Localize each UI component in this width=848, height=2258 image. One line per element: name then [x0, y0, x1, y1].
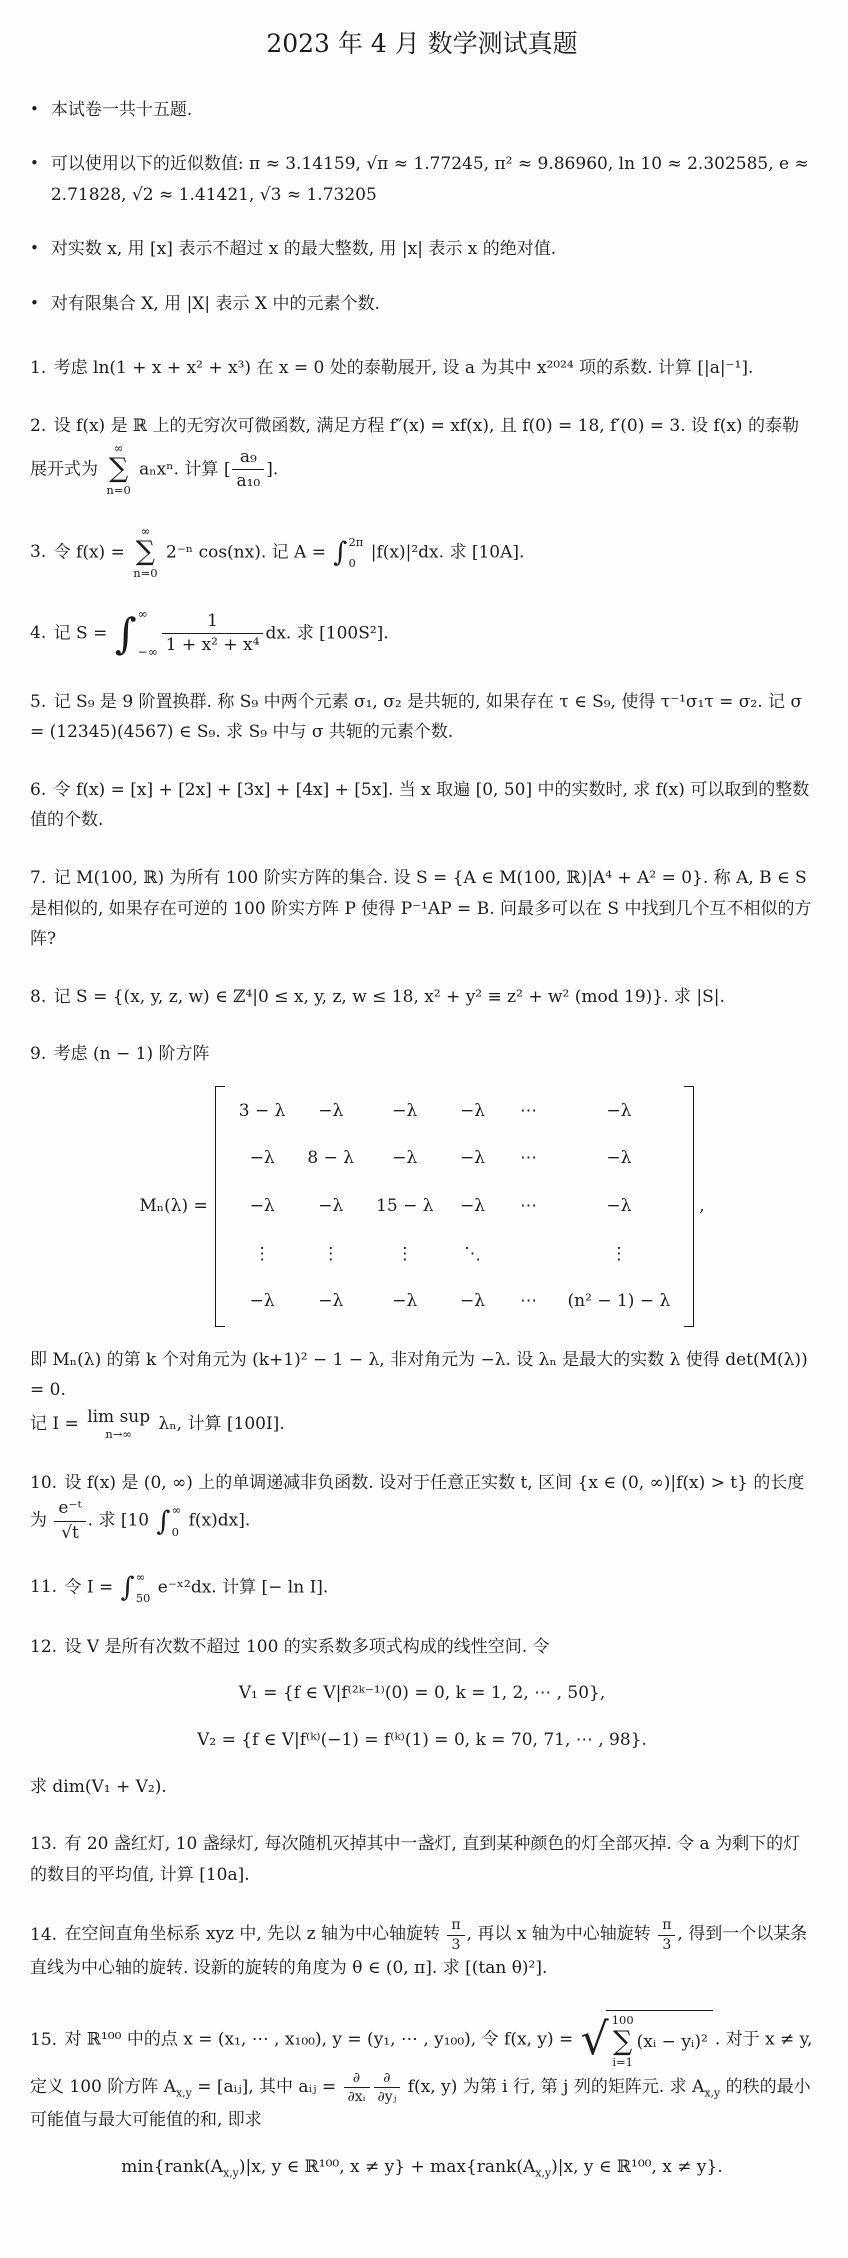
- question-15: [30, 2010, 814, 2182]
- fraction-numerator: π: [658, 1917, 675, 1935]
- question-text: 记 S =: [53, 623, 108, 644]
- question-number: 10.: [30, 1472, 58, 1493]
- page-title: 2023 年 4 月 数学测试真题: [266, 29, 578, 58]
- question-text: 在空间直角坐标系 xyz 中, 先以 z 轴为中心轴旋转: [64, 1924, 440, 1945]
- fraction: [658, 1917, 675, 1952]
- question-text: 对 ℝ¹⁰⁰ 中的点 x = (x₁, ⋯ , x₁₀₀), y = (y₁, ⋯ , y₁₀₀), 令 f(x, y) =: [64, 2029, 574, 2050]
- matrix-cell: 15 − λ: [376, 1196, 434, 1217]
- question-text: , 得到一个以某条直线为中心轴的旋转. 设新的旋转的角度为 θ ∈ (0, π]. 求 [(tan θ)²].: [30, 1924, 808, 1978]
- question-text: 求 dim(V₁ + V₂).: [30, 1776, 167, 1797]
- question-number: 8.: [30, 986, 47, 1007]
- question-number: 2.: [30, 416, 47, 437]
- question-text: |f(x)|²dx. 求 [10A].: [370, 542, 525, 563]
- question-9: [30, 1039, 814, 1441]
- note-item-approximations: [30, 149, 814, 210]
- fraction: [447, 1917, 464, 1952]
- notes-section: [30, 95, 814, 320]
- matrix-cell: −λ: [249, 1196, 275, 1217]
- question-text: 2⁻ⁿ cos(nx). 记 A =: [166, 542, 326, 563]
- matrix-cell: ⋯: [520, 1100, 538, 1121]
- fraction: [162, 611, 264, 657]
- matrix-cell: −λ: [249, 1291, 275, 1312]
- matrix-cell: ⋮: [610, 1243, 628, 1264]
- fraction-numerator: a₉: [232, 447, 264, 470]
- partial-fraction: [344, 2070, 370, 2105]
- integral-limits: [348, 536, 363, 570]
- bullet-icon: •: [30, 154, 39, 173]
- matrix-cell: 3 − λ: [238, 1100, 286, 1121]
- question-text: , 再以 x 轴为中心轴旋转: [466, 1924, 651, 1945]
- question-text: 的秩的最小可能值与最大可能值的和, 即求: [30, 2077, 811, 2131]
- fraction: [54, 1498, 85, 1544]
- question-text: 有 20 盏红灯, 10 盏绿灯, 每次随机灭掉其中一盏灯, 直到某种颜色的灯全部灭掉. 令 a 为剩下的灯的数目的平均值, 计算 [10a].: [30, 1834, 801, 1885]
- note-text: 可以使用以下的近似数值: π ≈ 3.14159, √π ≈ 1.77245, π² ≈ 9.86960, ln 10 ≈ 2.302585, e ≈ 2.71828, √2 ≈ 1.41421, √3 ≈ 1.73205: [50, 154, 809, 205]
- question-text: = [aᵢⱼ], 其中 aᵢⱼ =: [197, 2077, 337, 2098]
- display-equation-v1: V₁ = {f ∈ V|f⁽²ᵏ⁻¹⁾(0) = 0, k = 1, 2, ⋯ , 50},: [238, 1683, 606, 1704]
- question-number: 1.: [30, 358, 47, 379]
- sigma-icon: ∑: [108, 453, 129, 485]
- matrix-cell: ⋱: [464, 1243, 482, 1264]
- partial-fraction: [374, 2070, 401, 2105]
- question-14: [30, 1917, 814, 1983]
- sum-lower-limit: n=0: [133, 565, 158, 580]
- matrix-label: Mₙ(λ) =: [139, 1196, 208, 1217]
- question-number: 15.: [30, 2029, 58, 2050]
- question-text: f(x, y) 为第 i 行, 第 j 列的矩阵元. 求 A: [407, 2077, 705, 2098]
- note-text: 对实数 x, 用 [x] 表示不超过 x 的最大整数, 用 |x| 表示 x 的绝对值.: [50, 239, 557, 260]
- bullet-icon: •: [30, 293, 39, 312]
- question-text: 设 V 是所有次数不超过 100 的实系数多项式构成的线性空间. 令: [64, 1636, 550, 1657]
- note-item-floor-abs: [30, 234, 814, 265]
- question-10: [30, 1468, 814, 1544]
- matrix-cell: −λ: [392, 1148, 418, 1169]
- integral-operator: [121, 1571, 151, 1605]
- matrix-cell: −λ: [249, 1148, 275, 1169]
- question-7: [30, 863, 814, 955]
- note-text: 对有限集合 X, 用 |X| 表示 X 中的元素个数.: [50, 293, 380, 314]
- question-text: ].: [266, 459, 279, 480]
- subscript-xy: x,y: [535, 2166, 552, 2180]
- note-item-count: [30, 95, 814, 126]
- question-3: [30, 525, 814, 581]
- integral-upper-limit: 2π: [348, 534, 364, 549]
- question-number: 4.: [30, 623, 47, 644]
- question-number: 5.: [30, 691, 47, 712]
- subscript-xy: x,y: [222, 2166, 239, 2180]
- question-number: 6.: [30, 779, 47, 800]
- integral-limits: [172, 1504, 182, 1538]
- note-text: 本试卷一共十五题.: [50, 99, 193, 120]
- question-text: aₙxⁿ. 计算 [: [139, 459, 231, 480]
- question-11: [30, 1571, 814, 1605]
- fraction-numerator: π: [447, 1917, 464, 1935]
- limsup-lower-limit: n→∞: [105, 1426, 132, 1441]
- fraction-denominator: a₁₀: [236, 471, 261, 492]
- matrix-cell: −λ: [606, 1196, 632, 1217]
- fraction-numerator: ∂: [374, 2070, 401, 2088]
- question-text: 记 S = {(x, y, z, w) ∈ ℤ⁴|0 ≤ x, y, z, w ≤ 18, x² + y² ≡ z² + w² (mod 19)}. 求 |S|.: [53, 986, 725, 1007]
- question-text: . 求 [10: [87, 1510, 150, 1531]
- fraction-numerator: 1: [162, 611, 264, 634]
- sum-operator: [106, 442, 130, 498]
- right-bracket: [684, 1086, 694, 1327]
- trailing-comma: ,: [699, 1196, 705, 1217]
- question-text: 记 S₉ 是 9 阶置换群. 称 S₉ 中两个元素 σ₁, σ₂ 是共轭的, 如果存在 τ ∈ S₉, 使得 τ⁻¹σ₁τ = σ₂. 记 σ = (12345)(4567) ∈ S₉. 求 S₉ 中与 σ 共轭的元素个数.: [30, 691, 803, 743]
- question-text: 令 I =: [64, 1577, 114, 1598]
- bullet-icon: •: [30, 239, 39, 258]
- limsup-operator: [87, 1408, 150, 1441]
- integral-upper-limit: ∞: [137, 606, 148, 621]
- integral-lower-limit: 50: [135, 1591, 151, 1606]
- question-number: 9.: [30, 1044, 47, 1065]
- question-6: [30, 775, 814, 836]
- matrix-cell: −λ: [606, 1148, 632, 1169]
- radicand-text: (xᵢ − yᵢ)²: [636, 2031, 708, 2052]
- question-4: [30, 608, 814, 660]
- question-text: 设 f(x) 是 (0, ∞) 上的单调递减非负函数. 设对于任意正实数 t, 区间 {x ∈ (0, ∞)|f(x) > t} 的长度为: [30, 1472, 805, 1531]
- question-number: 3.: [30, 542, 47, 563]
- fraction-numerator: ∂: [344, 2070, 370, 2088]
- subscript-xy: x,y: [704, 2086, 721, 2100]
- sum-operator: [133, 525, 157, 581]
- matrix-cell: −λ: [392, 1100, 418, 1121]
- display-equation-rank: [30, 2152, 814, 2183]
- equation-text: min{rank(A: [121, 2156, 223, 2177]
- question-text: 即 Mₙ(λ) 的第 k 个对角元为 (k+1)² − 1 − λ, 非对角元为 −λ. 设 λₙ 是最大的实数 λ 使得 det(M(λ)) = 0.: [30, 1349, 808, 1401]
- radical-icon: √: [580, 2014, 609, 2066]
- question-text: 设 f(x) 是 ℝ 上的无穷次可微函数, 满足方程 f″(x) = xf(x), 且 f(0) = 18, f′(0) = 3. 设 f(x) 的泰勒展开式为: [30, 416, 799, 480]
- integral-operator: [333, 536, 363, 570]
- matrix-cell: (n² − 1) − λ: [567, 1291, 671, 1312]
- fraction-denominator: 3: [451, 1936, 461, 1953]
- question-number: 7.: [30, 867, 47, 888]
- integral-operator: [157, 1504, 182, 1538]
- question-text: 令 f(x) =: [53, 542, 125, 563]
- integral-icon: ∫: [120, 1572, 135, 1604]
- question-13: [30, 1829, 814, 1890]
- matrix-cell: −λ: [318, 1196, 344, 1217]
- square-root: [581, 2010, 713, 2070]
- fraction-denominator: √t: [61, 1522, 79, 1543]
- question-2: [30, 411, 814, 498]
- question-1: [30, 353, 814, 384]
- matrix-cell: −λ: [460, 1100, 486, 1121]
- integral-icon: ∫: [114, 608, 137, 658]
- matrix-cell: −λ: [318, 1291, 344, 1312]
- matrix-cell: 8 − λ: [307, 1148, 355, 1169]
- matrix-cell: −λ: [460, 1148, 486, 1169]
- sum-upper-limit: 100: [611, 2013, 634, 2028]
- bullet-icon: •: [30, 99, 39, 118]
- integral-upper-limit: ∞: [171, 1503, 182, 1518]
- matrix-cell: ⋯: [520, 1291, 538, 1312]
- sum-operator: [612, 2014, 634, 2070]
- fraction: [232, 447, 264, 493]
- limsup-label: lim sup: [87, 1407, 151, 1428]
- integral-icon: ∫: [333, 537, 348, 569]
- sigma-icon: ∑: [613, 2026, 633, 2058]
- fraction-denominator: ∂xᵢ: [347, 2089, 366, 2106]
- question-number: 14.: [30, 1924, 58, 1945]
- radicand: [606, 2010, 713, 2070]
- subscript-xy: x,y: [175, 2086, 192, 2100]
- question-8: [30, 982, 814, 1013]
- sigma-icon: ∑: [135, 536, 156, 568]
- sum-lower-limit: i=1: [612, 2055, 633, 2070]
- fraction-denominator: 3: [662, 1936, 672, 1953]
- question-text-line: [30, 1408, 814, 1441]
- question-text: 记 M(100, ℝ) 为所有 100 阶实方阵的集合. 设 S = {A ∈ M(100, ℝ)|A⁴ + A² = 0}. 称 A, B ∈ S 是相似的, 如果存在可逆的 100 阶实方阵 P 使得 P⁻¹AP = B. 问最多可以在 S 中找到几个互不相似的方阵?: [30, 867, 812, 950]
- matrix-cell: −λ: [460, 1291, 486, 1312]
- fraction-denominator: ∂yⱼ: [377, 2089, 397, 2106]
- question-text: 令 f(x) = [x] + [2x] + [3x] + [4x] + [5x]. 当 x 取遍 [0, 50] 中的实数时, 求 f(x) 可以取到的整数值的个数.: [30, 779, 810, 831]
- integral-limits: [136, 1571, 151, 1605]
- matrix-cell: −λ: [392, 1291, 418, 1312]
- question-number: 13.: [30, 1834, 58, 1855]
- note-item-cardinality: [30, 289, 814, 320]
- question-text: 记 I =: [30, 1413, 79, 1434]
- integral-icon: ∫: [156, 1505, 171, 1537]
- matrix-cell: [512, 1239, 546, 1270]
- matrix-cell: ⋮: [396, 1243, 414, 1264]
- question-text: dx. 求 [100S²].: [265, 623, 389, 644]
- matrix-cell: ⋮: [322, 1243, 340, 1264]
- question-5: [30, 687, 814, 748]
- question-text: 考虑 ln(1 + x + x² + x³) 在 x = 0 处的泰勒展开, 设 a 为其中 x²⁰²⁴ 项的系数. 计算 [|a|⁻¹].: [53, 358, 754, 379]
- integral-lower-limit: 0: [348, 555, 356, 570]
- equation-text: )|x, y ∈ ℝ¹⁰⁰, x ≠ y} + max{rank(A: [238, 2156, 536, 2177]
- matrix: [225, 1086, 685, 1327]
- matrix-cell: ⋮: [253, 1243, 271, 1264]
- display-equation-v2: V₂ = {f ∈ V|f⁽ᵏ⁾(−1) = f⁽ᵏ⁾(1) = 0, k = 70, 71, ⋯ , 98}.: [197, 1730, 647, 1751]
- integral-lower-limit: −∞: [137, 645, 158, 660]
- matrix-cell: ⋯: [520, 1196, 538, 1217]
- sum-upper-limit: ∞: [140, 523, 151, 538]
- fraction-numerator: e⁻ᵗ: [54, 1498, 85, 1521]
- question-text: e⁻ˣ²dx. 计算 [− ln I].: [157, 1577, 329, 1598]
- sum-upper-limit: ∞: [113, 440, 124, 455]
- left-bracket: [215, 1086, 225, 1327]
- sum-lower-limit: n=0: [106, 482, 131, 497]
- question-number: 11.: [30, 1577, 58, 1598]
- fraction-denominator: 1 + x² + x⁴: [165, 635, 260, 656]
- question-number: 12.: [30, 1636, 58, 1657]
- integral-lower-limit: 0: [171, 1524, 179, 1539]
- equation-text: )|x, y ∈ ℝ¹⁰⁰, x ≠ y}.: [551, 2156, 723, 2177]
- question-text: λₙ, 计算 [100I].: [158, 1413, 285, 1434]
- question-text: f(x)dx].: [188, 1510, 251, 1531]
- matrix-cell: ⋯: [520, 1148, 538, 1169]
- matrix-cell: −λ: [606, 1100, 632, 1121]
- question-text: . 对于 x ≠ y, 定义 100 阶方阵 A: [30, 2029, 813, 2098]
- question-text: 考虑 (n − 1) 阶方阵: [53, 1044, 210, 1065]
- integral-operator: [115, 608, 158, 660]
- integral-limits: [138, 608, 158, 660]
- integral-upper-limit: ∞: [135, 1569, 146, 1584]
- matrix-cell: −λ: [460, 1196, 486, 1217]
- matrix-cell: −λ: [318, 1100, 344, 1121]
- question-12: [30, 1632, 814, 1802]
- matrix-equation: [30, 1086, 814, 1327]
